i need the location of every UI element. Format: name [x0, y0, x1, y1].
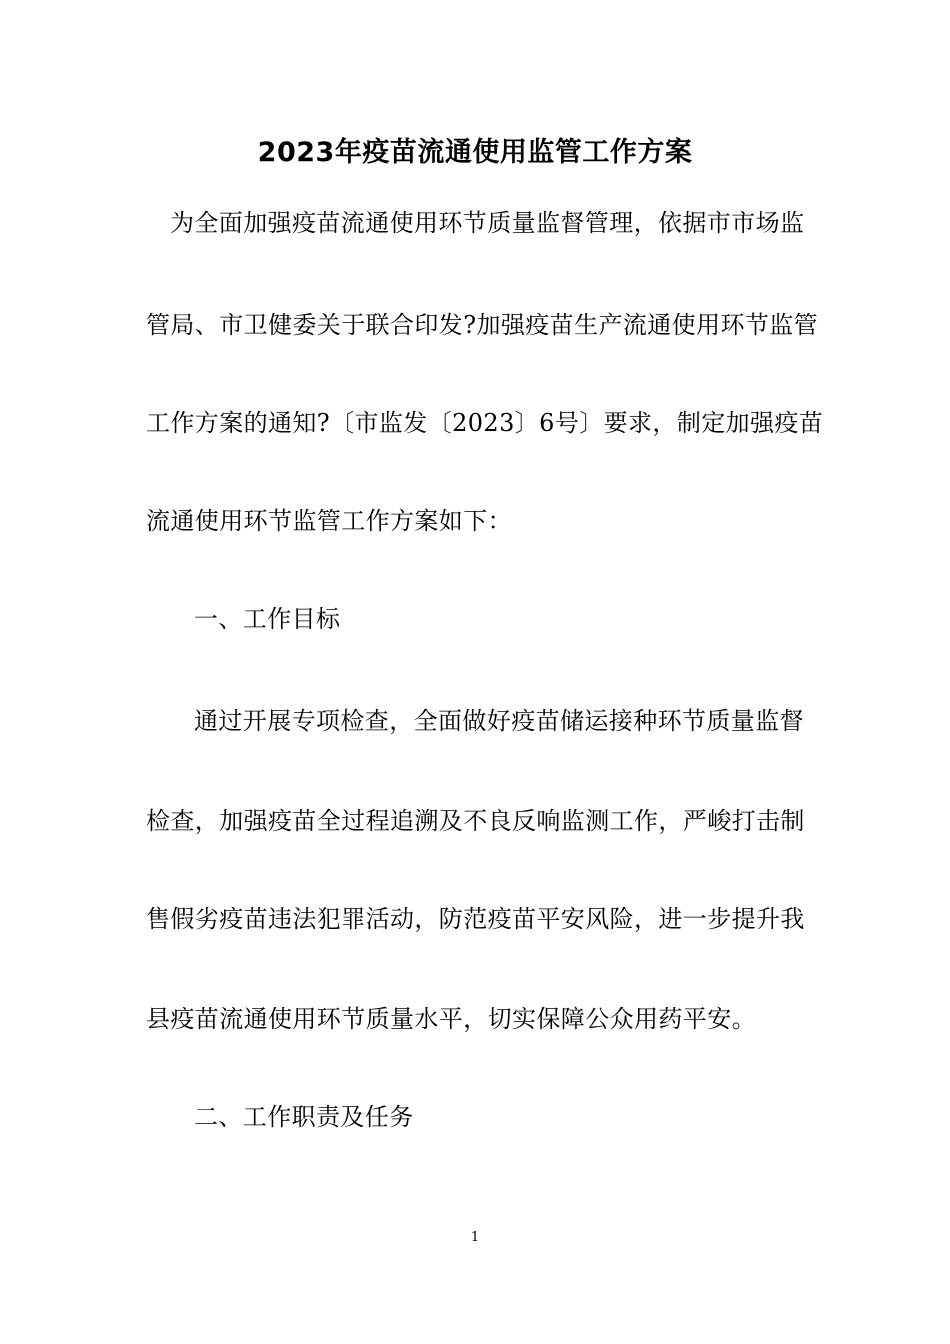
section-1-line-4: 县疫苗流通使用环节质量水平，切实保障公众用药平安。 — [146, 1005, 756, 1033]
section-1-line-1: 通过开展专项检查，全面做好疫苗储运接种环节质量监督 — [194, 707, 804, 735]
intro-line-3: 工作方案的通知?〔市监发〔2023〕6号〕要求，制定加强疫苗 — [146, 409, 824, 437]
intro-line-4: 流通使用环节监管工作方案如下： — [146, 507, 512, 535]
section-1-heading: 一、工作目标 — [194, 605, 341, 633]
intro-line-2: 管局、市卫健委关于联合印发?加强疫苗生产流通使用环节监管 — [146, 311, 819, 339]
document-title: 2023年疫苗流通使用监管工作方案 — [257, 137, 693, 168]
section-1-line-3: 售假劣疫苗违法犯罪活动，防范疫苗平安风险，进一步提升我 — [146, 905, 805, 933]
page-number: 1 — [470, 1230, 480, 1245]
section-1-line-2: 检查，加强疫苗全过程追溯及不良反响监测工作，严峻打击制 — [146, 807, 805, 835]
intro-line-1: 为全面加强疫苗流通使用环节质量监督管理，依据市市场监 — [170, 209, 805, 237]
section-2-heading: 二、工作职责及任务 — [194, 1103, 414, 1131]
